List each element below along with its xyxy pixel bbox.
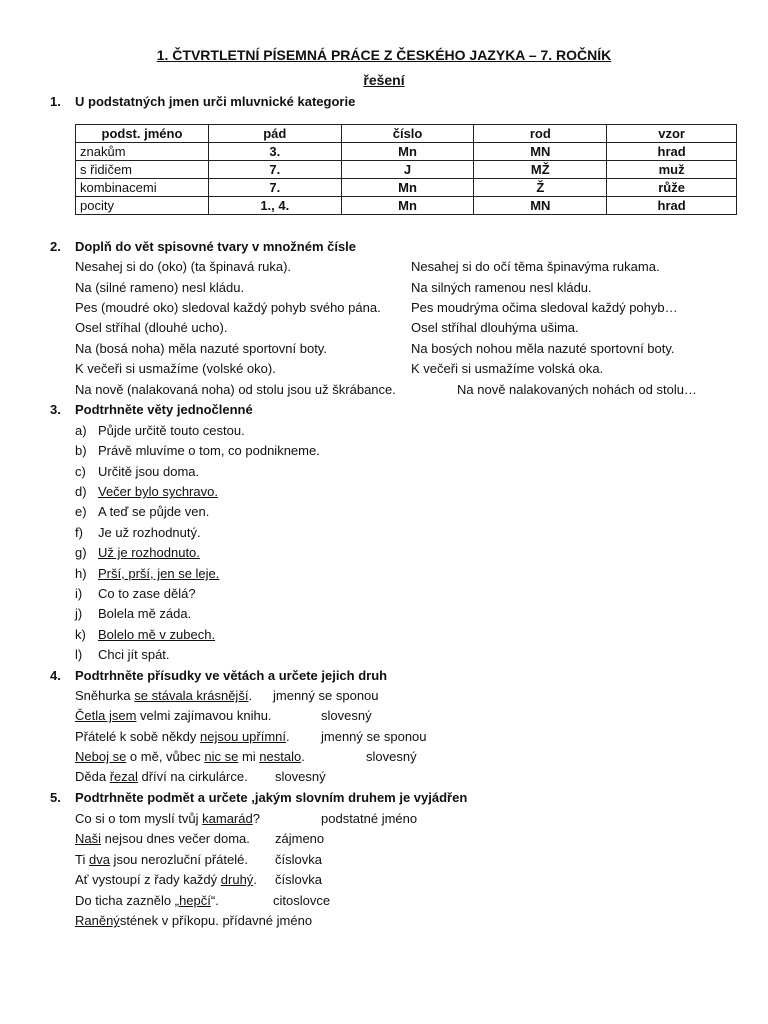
table-cell: MŽ [474, 161, 607, 179]
sentence [75, 852, 248, 868]
table-cell: 1., 4. [208, 197, 341, 215]
sentence [75, 749, 305, 765]
sentence: Určitě jsou doma. [98, 464, 200, 479]
underlined-subject: Raněný [75, 913, 120, 928]
table-row [76, 161, 737, 179]
item-letter: c) [75, 464, 86, 479]
sentence: Je už rozhodnutý. [98, 525, 201, 540]
word-class: citoslovce [273, 893, 331, 908]
sentence-text: Co si o tom myslí tvůj [75, 811, 203, 826]
underlined-predicate: nejsou upřímní [200, 729, 287, 744]
table-header: rod [474, 125, 607, 143]
exercise-sentence: K večeři si usmažíme (volské oko). [75, 361, 276, 376]
task-heading: Podtrhněte přísudky ve větách a určete jejich druh [75, 668, 388, 683]
sentence-text: mi [238, 749, 260, 764]
exercise-sentence: Nesahej si do (oko) (ta špinavá ruka). [75, 259, 292, 274]
sentence-text: velmi zajímavou knihu. [136, 708, 272, 723]
underlined-predicate: Neboj se [75, 749, 127, 764]
item-letter: l) [75, 647, 83, 662]
item-letter: i) [75, 586, 83, 601]
sentence-text: nejsou dnes večer doma. [101, 831, 250, 846]
table-cell: 3. [208, 143, 341, 161]
task-heading: U podstatných jmen urči mluvnické kategorie [75, 94, 356, 109]
table-header: podst. jméno [76, 125, 209, 143]
sentence-text: stének v příkopu. [119, 913, 219, 928]
underlined-predicate: nestalo [259, 749, 302, 764]
exercise-answer: Na bosých nohou měla nazuté sportovní boty. [411, 341, 675, 356]
exercise-sentence: Na (bosá noha) měla nazuté sportovní boty. [75, 341, 327, 356]
table-header: vzor [607, 125, 737, 143]
table-cell: kombinacemi [76, 179, 209, 197]
exercise-answer: K večeři si usmažíme volská oka. [411, 361, 604, 376]
table-cell: hrad [607, 197, 737, 215]
word-class: zájmeno [275, 831, 325, 846]
item-letter: f) [75, 525, 83, 540]
table-cell: 7. [208, 161, 341, 179]
table-row [76, 179, 737, 197]
task-number: 3. [50, 402, 61, 417]
table-header: číslo [341, 125, 474, 143]
task-number: 5. [50, 790, 61, 805]
item-letter: a) [75, 423, 87, 438]
table-cell: J [341, 161, 474, 179]
sentence-text: Děda [75, 769, 110, 784]
underlined-sentence: Už je rozhodnuto. [98, 545, 200, 560]
item-letter: g) [75, 545, 87, 560]
sentence-text: ? [252, 811, 260, 826]
sentence-text: o mě, vůbec [126, 749, 205, 764]
item-letter: k) [75, 627, 86, 642]
table-cell: Mn [341, 179, 474, 197]
table-cell: Mn [341, 197, 474, 215]
item-letter: e) [75, 504, 87, 519]
item-letter: h) [75, 566, 87, 581]
sentence: Co to zase dělá? [98, 586, 196, 601]
sentence-text: Do ticha zaznělo „ [75, 893, 180, 908]
sentence [75, 729, 290, 745]
exercise-sentence: Pes (moudré oko) sledoval každý pohyb svého pána. [75, 300, 381, 315]
word-class: číslovka [275, 852, 322, 867]
sentence-text: . [286, 729, 290, 744]
sentence-text: dříví na cirkulárce. [137, 769, 248, 784]
task-heading: Doplň do vět spisovné tvary v množném čísle [75, 239, 357, 254]
table-row [76, 197, 737, 215]
table-header: pád [208, 125, 341, 143]
task-heading: Podtrhněte podmět a určete ,jakým slovním druhem je vyjádřen [75, 790, 468, 805]
predicate-type: slovesný [321, 708, 372, 723]
sentence [75, 831, 250, 847]
table-cell: hrad [607, 143, 737, 161]
sentence [75, 811, 260, 827]
sentence-text: . [253, 872, 257, 887]
word-class: číslovka [275, 872, 322, 887]
exercise-sentence: Osel stříhal (dlouhé ucho). [75, 320, 228, 335]
item-letter: b) [75, 443, 87, 458]
table-cell: 7. [208, 179, 341, 197]
exercise-answer: Na nově nalakovaných nohách od stolu… [457, 382, 697, 397]
exercise-sentence: Na nově (nalakovaná noha) od stolu jsou už škrábance. [75, 382, 396, 397]
predicate-type: slovesný [275, 769, 326, 784]
underlined-subject: druhý [220, 872, 254, 887]
sentence-text: “. [210, 893, 219, 908]
underlined-sentence: Bolelo mě v zubech. [98, 627, 216, 642]
exercise-answer: Osel stříhal dlouhýma ušima. [411, 320, 579, 335]
table-cell: znakům [76, 143, 209, 161]
table-row [76, 143, 737, 161]
sentence [75, 688, 252, 704]
exercise-answer: Nesahej si do očí těma špinavýma rukama. [411, 259, 660, 274]
sentence: Chci jít spát. [98, 647, 170, 662]
underlined-subject: dva [88, 852, 110, 867]
sentence [75, 872, 257, 888]
sentence [75, 708, 272, 724]
sentence [75, 913, 312, 929]
sentence [75, 893, 219, 909]
table-cell: pocity [76, 197, 209, 215]
sentence-text: Ti [75, 852, 89, 867]
sentence-text: . [248, 688, 253, 703]
table-cell: MN [474, 197, 607, 215]
table-cell: Ž [474, 179, 607, 197]
exercise-answer: Na silných ramenou nesl kládu. [411, 280, 592, 295]
page-title: 1. ČTVRTLETNÍ PÍSEMNÁ PRÁCE Z ČESKÉHO JAZYKA – 7. ROČNÍK [156, 47, 612, 63]
sentence: Bolela mě záda. [98, 606, 192, 621]
table-cell: růže [607, 179, 737, 197]
underlined-sentence: Prší, prší, jen se leje. [98, 566, 220, 581]
table-header-row [76, 125, 737, 143]
underlined-predicate: se stávala krásnější [134, 688, 249, 703]
underlined-subject: kamarád [202, 811, 253, 826]
table-cell: muž [607, 161, 737, 179]
underlined-subject: Naši [75, 831, 102, 846]
sentence [75, 769, 248, 785]
exercise-sentence: Na (silné rameno) nesl kládu. [75, 280, 245, 295]
grammar-categories-table [75, 124, 737, 215]
table-cell: MN [474, 143, 607, 161]
sentence: Půjde určitě touto cestou. [98, 423, 245, 438]
item-letter: d) [75, 484, 87, 499]
sentence-text: jsou nerozluční přátelé. [109, 852, 248, 867]
underlined-predicate: nic se [204, 749, 239, 764]
task-heading: Podtrhněte věty jednočlenné [75, 402, 253, 417]
sentence-text: Sněhurka [75, 688, 135, 703]
item-letter: j) [75, 606, 83, 621]
underlined-subject: hepčí [179, 893, 211, 908]
sentence: A teď se půjde ven. [98, 504, 210, 519]
table-cell: s řidičem [76, 161, 209, 179]
sentence-text: Ať vystoupí z řady každý [75, 872, 221, 887]
underlined-sentence: Večer bylo sychravo. [98, 484, 218, 499]
predicate-type: jmenný se sponou [273, 688, 379, 703]
task-number: 4. [50, 668, 61, 683]
predicate-type: jmenný se sponou [321, 729, 427, 744]
sentence-text: . [301, 749, 305, 764]
underlined-predicate: řezal [109, 769, 138, 784]
table-cell: Mn [341, 143, 474, 161]
underlined-predicate: Četla jsem [75, 708, 137, 723]
page-subtitle: řešení [363, 72, 405, 88]
word-class: podstatné jméno [321, 811, 418, 826]
sentence-text: Přátelé k sobě někdy [75, 729, 201, 744]
predicate-type: slovesný [366, 749, 417, 764]
sentence: Právě mluvíme o tom, co podnikneme. [98, 443, 320, 458]
exercise-answer: Pes moudrýma očima sledoval každý pohyb… [411, 300, 678, 315]
task-number: 2. [50, 239, 61, 254]
word-class: přídavné jméno [222, 913, 313, 928]
task-number: 1. [50, 94, 61, 109]
